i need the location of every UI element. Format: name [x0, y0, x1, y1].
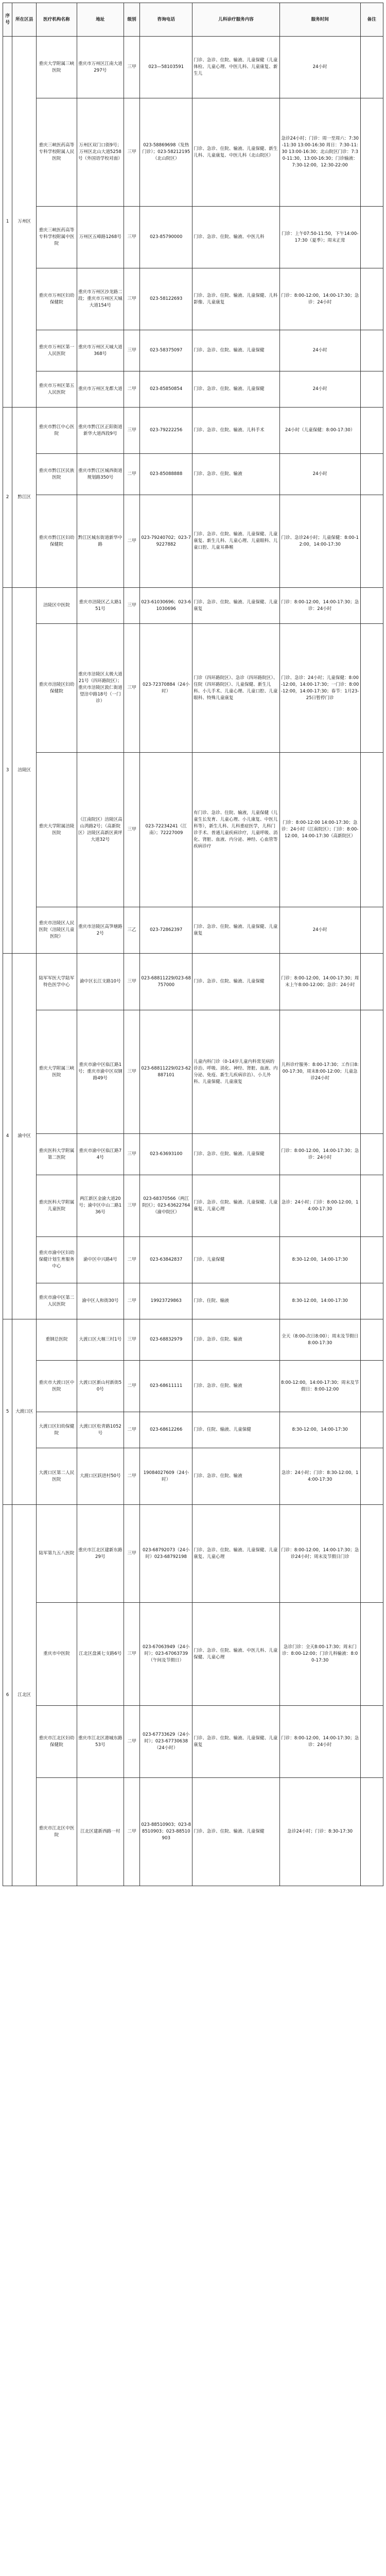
table-row	[3, 268, 383, 330]
table-row	[3, 1361, 383, 1412]
district-cell: 渝中区	[12, 954, 37, 1319]
address-cell: （江南院区）涪陵区高山湾路2号；（高新院区）涪陵区高新区黄坪大道32号	[77, 753, 124, 907]
hospital-name-cell: 重庆市渝中区妇幼保健计划生育服务中心	[37, 1237, 77, 1283]
time-cell: 24小时（儿童保健：8:00-17:30）	[279, 408, 360, 454]
note-cell	[360, 907, 383, 954]
service-cell: 门诊、急诊、住院、输液、儿童保健、儿童康复、新生儿科、儿童心理、儿童眼科、儿童口腔、儿童耳鼻喉	[192, 495, 280, 588]
hospital-name-cell: 重庆医科大学附属第二医院	[37, 1134, 77, 1175]
header-time: 服务时间	[279, 3, 360, 37]
tel-cell: 023-63693100	[140, 1134, 192, 1175]
header-seq: 序号	[3, 3, 12, 37]
table-row	[3, 1603, 383, 1706]
level-cell: 二甲	[124, 1448, 139, 1505]
note-cell	[360, 954, 383, 1010]
level-cell: 三甲	[124, 330, 139, 371]
tel-cell: 023-68792073（24小时）023-68792198	[140, 1505, 192, 1603]
note-cell	[360, 1175, 383, 1237]
address-cell: 大渡口区新山村新街50号	[77, 1361, 124, 1412]
time-cell: 24小时	[279, 371, 360, 408]
hospital-name-cell: 重庆市万州区第一人民医院	[37, 330, 77, 371]
level-cell: 三甲	[124, 1175, 139, 1237]
tel-cell: 023-58869698（发热门诊）；023-58212195（北山院区）	[140, 98, 192, 207]
time-cell: 24小时	[279, 907, 360, 954]
hospital-name-cell: 重庆市江北区中医院	[37, 1778, 77, 1886]
service-cell: 门诊、急诊、住院、输液、中医儿科	[192, 207, 280, 268]
note-cell	[360, 1134, 383, 1175]
header-note: 备注	[360, 3, 383, 37]
service-cell: 门诊、急诊、住院、输液、儿童保健、新生儿科、儿童康复、中医儿科（北山院区）	[192, 98, 280, 207]
time-cell: 急诊：24小时；门诊：8:30-12:00，14:00-17:30	[279, 1448, 360, 1505]
tel-cell: 023-68612266	[140, 1412, 192, 1448]
table-row	[3, 330, 383, 371]
time-cell: 门诊：8:00-12:00，14:00-17:30；急诊24小时；周末及节假日门诊	[279, 1505, 360, 1603]
table-row	[3, 624, 383, 753]
address-cell: 重庆市万州区江南大道297号	[77, 37, 124, 98]
hospital-table	[3, 3, 383, 1886]
level-cell: 二甲	[124, 495, 139, 588]
address-cell: 重庆市渝中区临江路74号	[77, 1134, 124, 1175]
service-cell: 门诊、住院、输液、儿童保健	[192, 1412, 280, 1448]
address-cell: 重庆市涪陵区高笋塘路2号	[77, 907, 124, 954]
table-row	[3, 954, 383, 1010]
tel-cell: 023-68370566（两江院区）；023-63622764（渝中院区）	[140, 1175, 192, 1237]
level-cell: 三甲	[124, 98, 139, 207]
level-cell: 三甲	[124, 1010, 139, 1134]
table-row	[3, 1319, 383, 1361]
district-cell: 黔江区	[12, 408, 37, 588]
time-cell: 8:30-12:00，14:00-17:30	[279, 1237, 360, 1283]
time-cell: 门诊、急诊：24小时；儿童保健：8:00-12:00，14:00-17:30；一门诊：8:00-12:00，14:00-17:30；春节：1月23-25日暂停门诊	[279, 624, 360, 753]
level-cell: 二甲	[124, 371, 139, 408]
level-cell: 三甲	[124, 37, 139, 98]
address-cell: 重庆市涪陵区太极大道21号（四环路院区）；重庆市涪陵区敦仁街道望涪中路18号（一门诊）	[77, 624, 124, 753]
tel-cell: 023-72370884（24小时）	[140, 624, 192, 753]
address-cell: 重庆市江北区建新东路29号	[77, 1505, 124, 1603]
table-row	[3, 753, 383, 907]
time-cell: 急诊门诊：全天8:00-17:30；周末门诊：8:00-12:00；门诊儿科输液：8:00-17:30	[279, 1603, 360, 1706]
table-row	[3, 1283, 383, 1319]
table-row	[3, 207, 383, 268]
district-cell: 涪陵区	[12, 588, 37, 954]
time-cell: 24小时	[279, 37, 360, 98]
address-cell: 重庆市万州区龙都大道	[77, 371, 124, 408]
hospital-name-cell: 重庆三峡医药高等专科学校附属人民医院	[37, 98, 77, 207]
level-cell: 二甲	[124, 1361, 139, 1412]
hospital-name-cell: 重庆市黔江中心医院	[37, 408, 77, 454]
table-row	[3, 588, 383, 624]
time-cell: 门诊：8:00-12:00，14:00-17:30；急诊：24小时	[279, 588, 360, 624]
time-cell: 门诊：8:00-12:00，14:00-17:30；急诊：24小时	[279, 268, 360, 330]
table-row	[3, 408, 383, 454]
note-cell	[360, 495, 383, 588]
level-cell: 二甲	[124, 1706, 139, 1778]
time-cell: 儿科诊疗服务：8:00-17:30；工作日8:00-17:30，周末8:00-12:00；儿童急诊24小时	[279, 1010, 360, 1134]
note-cell	[360, 268, 383, 330]
hospital-name-cell: 重庆市中医院	[37, 1603, 77, 1706]
service-cell: 门诊、急诊、住院、输液、儿童保健、儿童康复	[192, 907, 280, 954]
hospital-name-cell: 重钢总医院	[37, 1319, 77, 1361]
table-row	[3, 495, 383, 588]
tel-cell: 19923729863	[140, 1283, 192, 1319]
service-cell: 门诊、急诊、住院、输液	[192, 1448, 280, 1505]
note-cell	[360, 330, 383, 371]
seq-cell: 1	[3, 37, 12, 408]
time-cell: 门诊：8:00-12:00，14:00-17:30；急诊：24小时	[279, 1134, 360, 1175]
note-cell	[360, 1319, 383, 1361]
service-cell: 门诊、急诊、住院、输液、儿科手术	[192, 408, 280, 454]
header-level: 级别	[124, 3, 139, 37]
hospital-name-cell: 重庆市万州区第五人民医院	[37, 371, 77, 408]
note-cell	[360, 1010, 383, 1134]
service-cell: 门诊、急诊、住院、输液、儿童保健	[192, 954, 280, 1010]
address-cell: 渝中区人和街30号	[77, 1283, 124, 1319]
tel-cell: 023-85088888	[140, 454, 192, 495]
note-cell	[360, 1778, 383, 1886]
note-cell	[360, 1237, 383, 1283]
district-cell: 大渡口区	[12, 1319, 37, 1505]
address-cell: 两江新区金渝大道20号；渝中区中山二路136号	[77, 1175, 124, 1237]
level-cell: 二甲	[124, 454, 139, 495]
hospital-name-cell: 重庆市黔江区妇幼保健院	[37, 495, 77, 588]
district-cell: 万州区	[12, 37, 37, 408]
time-cell: 急诊：24小时；门诊：8:00-12:00，14:00-17:30	[279, 1175, 360, 1237]
table-row	[3, 1505, 383, 1603]
seq-cell: 3	[3, 588, 12, 954]
hospital-name-cell: 重庆市涪陵区妇幼保健院	[37, 624, 77, 753]
hospital-name-cell: 陆军第九五八医院	[37, 1505, 77, 1603]
hospital-name-cell: 重庆三峡医药高等专科学校附属中医院	[37, 207, 77, 268]
time-cell: 门诊：上午07:50-11:50，下午14:00-17:30（夏季）；周末正常	[279, 207, 360, 268]
time-cell: 门诊、急诊24小时；儿童保健：8:00-12:00，14:00-17:30	[279, 495, 360, 588]
service-cell: 门诊、急诊、住院、输液、儿童保健、儿童康复、儿童心理	[192, 1505, 280, 1603]
table-row	[3, 1134, 383, 1175]
level-cell: 三甲	[124, 1134, 139, 1175]
note-cell	[360, 1412, 383, 1448]
level-cell: 三甲	[124, 408, 139, 454]
service-cell: 门诊、急诊、住院、输液、儿童保健	[192, 330, 280, 371]
tel-cell: 023-79240702；023-79227882	[140, 495, 192, 588]
level-cell: 二甲	[124, 1778, 139, 1886]
note-cell	[360, 37, 383, 98]
hospital-name-cell: 陆军军医大学陆军特色医学中心	[37, 954, 77, 1010]
address-cell: 渝中区长江支路10号	[77, 954, 124, 1010]
address-cell: 大渡口区大堰三村1号	[77, 1319, 124, 1361]
tel-cell: 023-72234241（江南）；72227009	[140, 753, 192, 907]
level-cell: 三甲	[124, 588, 139, 624]
level-cell: 二甲	[124, 1283, 139, 1319]
hospital-name-cell: 重庆市万州区妇幼保健院	[37, 268, 77, 330]
hospital-name-cell: 重庆市黔江区民族医院	[37, 454, 77, 495]
tel-cell: 023-63842837	[140, 1237, 192, 1283]
address-cell: 黔江区城东街道新华中路	[77, 495, 124, 588]
tel-cell: 023-67063949（24小时）；023-67063739（午间及节假日）	[140, 1603, 192, 1706]
time-cell: 急诊24小时；门诊：周一至周六：7:30-11:30 13:00-16:30 周日：7:30-11:30 13:00-16:30；北山院区门诊：7:30-11:30，13:00-16:30；门诊输液：7:30-12:00，12:30-22:00	[279, 98, 360, 207]
time-cell: 8:30-12:00，14:00-17:30	[279, 1412, 360, 1448]
service-cell: 门诊、急诊、住院、输液	[192, 1319, 280, 1361]
service-cell: 门诊、急诊、住院、输液、儿童保健、儿童康复	[192, 588, 280, 624]
note-cell	[360, 1706, 383, 1778]
service-cell: 门诊、住院、输液	[192, 1283, 280, 1319]
note-cell	[360, 98, 383, 207]
table-row	[3, 371, 383, 408]
table-row	[3, 1778, 383, 1886]
tel-cell: 023-58375097	[140, 330, 192, 371]
hospital-name-cell: 重庆医科大学附属儿童医院	[37, 1175, 77, 1237]
tel-cell: 023-68811229/023-68757000	[140, 954, 192, 1010]
tel-cell: 023-68811229/023-62887101	[140, 1010, 192, 1134]
table-row	[3, 1706, 383, 1778]
address-cell: 重庆市黔江区正阳街道新华大道西段9号	[77, 408, 124, 454]
hospital-name-cell: 重庆大学附属三峡医院	[37, 1010, 77, 1134]
time-cell: 全天（8:00-次日8:00）；周末及节假日8:00-17:30	[279, 1319, 360, 1361]
tel-cell: 023-88510903；023-88510903；023-88510903	[140, 1778, 192, 1886]
service-cell: 门诊（四环路院区）、急诊（四环路院区）、住院（四环路院区）、儿童保健、新生儿科、小儿手术、儿童心理、儿童口腔、儿童眼科、特殊儿童康复	[192, 624, 280, 753]
table-row	[3, 1412, 383, 1448]
district-cell: 江北区	[12, 1505, 37, 1886]
time-cell: 8:30-12:00，14:00-17:30	[279, 1283, 360, 1319]
table-row	[3, 907, 383, 954]
address-cell: 重庆市江北区港城东路53号	[77, 1706, 124, 1778]
note-cell	[360, 1361, 383, 1412]
level-cell: 三甲	[124, 207, 139, 268]
time-cell: 8:00-12:00，14:00-17:30；周末及节假日：8:00-12:00	[279, 1361, 360, 1412]
address-cell: 江北区盘溪七支路6号	[77, 1603, 124, 1706]
level-cell: 三甲	[124, 624, 139, 753]
time-cell: 门诊：8:00-12:00，14:00-17:30；周末上午8:00-12:00；急诊：24小时	[279, 954, 360, 1010]
note-cell	[360, 371, 383, 408]
note-cell	[360, 1283, 383, 1319]
level-cell: 三甲	[124, 954, 139, 1010]
address-cell: 重庆市渝中区临江路1号；重庆市渝中区双钢路49号	[77, 1010, 124, 1134]
address-cell: 万州区五峰路1268号	[77, 207, 124, 268]
level-cell: 三甲	[124, 1505, 139, 1603]
header-address: 地址	[77, 3, 124, 37]
header-name: 医疗机构名称	[37, 3, 77, 37]
address-cell: 渝中区中兴路4号	[77, 1237, 124, 1283]
table-row	[3, 454, 383, 495]
seq-cell: 2	[3, 408, 12, 588]
level-cell: 三甲	[124, 268, 139, 330]
service-cell: 门诊、急诊、住院、输液、儿童保健、儿童康复、儿童心理	[192, 1175, 280, 1237]
header-service: 儿科诊疗服务内容	[192, 3, 280, 37]
note-cell	[360, 408, 383, 454]
seq-cell: 6	[3, 1505, 12, 1886]
time-cell: 24小时	[279, 330, 360, 371]
service-cell: 门诊、儿童保健	[192, 1237, 280, 1283]
note-cell	[360, 1448, 383, 1505]
hospital-name-cell: 重庆大学附属涪陵医院	[37, 753, 77, 907]
service-cell: 儿童内科门诊（0-14岁儿童内科常见病的诊治、呼吸、消化、神经、肾脏、血液、内分泌、免疫、新生儿疾病诊治）、小儿外科、儿童保健、儿童康复	[192, 1010, 280, 1134]
note-cell	[360, 624, 383, 753]
tel-cell: 023-68832979	[140, 1319, 192, 1361]
level-cell: 二甲	[124, 1412, 139, 1448]
tel-cell: 023-72862397	[140, 907, 192, 954]
address-cell: 重庆市涪陵区乙太路151号	[77, 588, 124, 624]
hospital-name-cell: 涪陵区中医院	[37, 588, 77, 624]
table-body	[3, 37, 383, 1886]
table-row	[3, 1175, 383, 1237]
hospital-name-cell: 重庆市大渡口区中医院	[37, 1361, 77, 1412]
table-row	[3, 1237, 383, 1283]
level-cell: 三甲	[124, 753, 139, 907]
address-cell: 万州区双门口街9号；万州区北山大道5258号（外国语学校对面）	[77, 98, 124, 207]
time-cell: 门诊：8:00-12:00，14:00-17:30；急诊：24小时	[279, 1706, 360, 1778]
tel-cell: 023-61030696；023-61030696	[140, 588, 192, 624]
seq-cell: 4	[3, 954, 12, 1319]
tel-cell: 19084027609（24小时）	[140, 1448, 192, 1505]
note-cell	[360, 588, 383, 624]
service-cell: 门诊、急诊、住院、输液、儿童保健、儿童康复	[192, 1706, 280, 1778]
level-cell: 二甲	[124, 1237, 139, 1283]
service-cell: 门诊、急诊、住院、输液、儿童保健	[192, 1134, 280, 1175]
note-cell	[360, 207, 383, 268]
tel-cell: 023-68611111	[140, 1361, 192, 1412]
note-cell	[360, 1603, 383, 1706]
address-cell: 重庆市万州区天城大道368号	[77, 330, 124, 371]
service-cell: 有门诊、急诊、住院、输液，儿童保健（儿童生长发育、儿童心理、小儿康复、中医儿科等），新生儿科、儿科重症医学，儿科门诊手术、普通儿童疾病诊疗，儿童呼吸、消化、肾脏、血液、内分泌、神经、心血管等疾病诊疗	[192, 753, 280, 907]
hospital-name-cell: 重庆市江北区妇幼保健院	[37, 1706, 77, 1778]
tel-cell: 023-85790000	[140, 207, 192, 268]
tel-cell: 023-58122693	[140, 268, 192, 330]
address-cell: 江北区建新西路一村	[77, 1778, 124, 1886]
address-cell: 重庆市黔江区城西街道规划路350号	[77, 454, 124, 495]
service-cell: 门诊、急诊、住院、输液、儿童保健、儿科影像、儿童康复	[192, 268, 280, 330]
time-cell: 急诊24小时；门诊：8:30-17:30	[279, 1778, 360, 1886]
time-cell: 门诊：8:00-12:00 14:00-17:30；急诊：24小时（江南院区）；门诊：8:00-12:00，14:00-17:30（高新院区）	[279, 753, 360, 907]
hospital-name-cell: 重庆市涪陵区人民医院（涪陵区儿童医院）	[37, 907, 77, 954]
header-tel: 咨询电话	[140, 3, 192, 37]
service-cell: 门诊、急诊、住院、输液、儿童保健（儿童体检、儿童心理、中医儿科、儿童康复、新生儿	[192, 37, 280, 98]
table-row	[3, 1448, 383, 1505]
tel-cell: 023—58103591	[140, 37, 192, 98]
level-cell: 三甲	[124, 1603, 139, 1706]
address-cell: 大渡口区松青路1052号	[77, 1412, 124, 1448]
hospital-name-cell: 重庆市渝中区第二人民医院	[37, 1283, 77, 1319]
hospital-name-cell: 大渡口区第二人民医院	[37, 1448, 77, 1505]
note-cell	[360, 753, 383, 907]
tel-cell: 023-67733629（24小时）；023-67730638（24小时）	[140, 1706, 192, 1778]
address-cell: 大渡口区跃进村50号	[77, 1448, 124, 1505]
tel-cell: 023-79222256	[140, 408, 192, 454]
seq-cell: 5	[3, 1319, 12, 1505]
note-cell	[360, 1505, 383, 1603]
hospital-name-cell: 大渡口区妇幼保健院	[37, 1412, 77, 1448]
header-district: 所在区县	[12, 3, 37, 37]
service-cell: 门诊、急诊、住院、输液、儿童保健	[192, 1778, 280, 1886]
time-cell: 24小时	[279, 454, 360, 495]
hospital-name-cell: 重庆大学附属三峡医院	[37, 37, 77, 98]
table-row	[3, 37, 383, 98]
note-cell	[360, 454, 383, 495]
header-row	[3, 3, 383, 37]
level-cell: 三乙	[124, 907, 139, 954]
service-cell: 门诊、急诊、住院、输液、儿童保健	[192, 371, 280, 408]
level-cell: 三甲	[124, 1319, 139, 1361]
table-row	[3, 98, 383, 207]
service-cell: 门诊、急诊、住院、输液	[192, 454, 280, 495]
service-cell: 门诊、急诊、住院、输液、中医儿科、儿童保健、儿童心理	[192, 1603, 280, 1706]
table-row	[3, 1010, 383, 1134]
tel-cell: 023-85850854	[140, 371, 192, 408]
address-cell: 重庆市万州区沙龙路二段；重庆市万州区天城大道154号	[77, 268, 124, 330]
service-cell: 门诊、急诊、住院、输液	[192, 1361, 280, 1412]
